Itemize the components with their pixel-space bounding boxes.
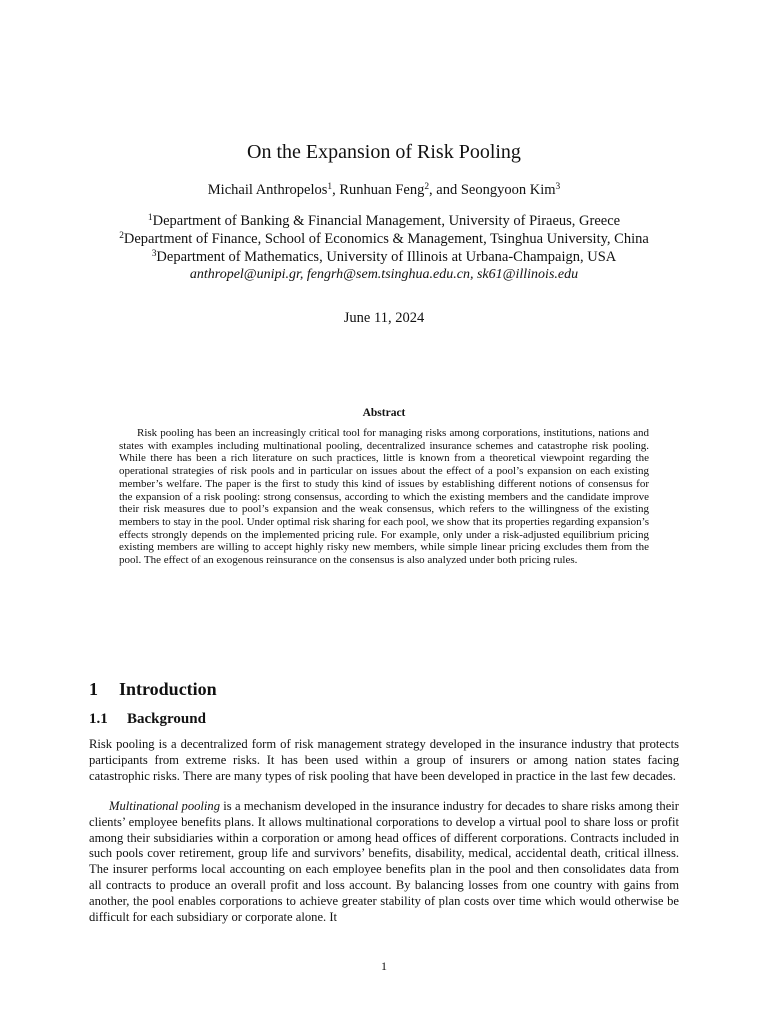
section-number: 1 — [89, 679, 98, 699]
affiliation — [0, 212, 768, 230]
affiliation-text: Department of Finance, School of Economics & Management, Tsinghua University, China — [123, 231, 649, 247]
author-name: Michail Anthropelos — [207, 182, 328, 198]
subsection-heading — [89, 710, 206, 728]
affiliation-marker: 2 — [424, 181, 430, 192]
body-paragraph: Risk pooling is a decentralized form of risk management strategy developed in the insurance industry that protects participants from extreme risks. It has been used within a group of insurers or among nation states facing catastrophic risks. There are many types of risk pooling that have been developed in practice in the last few decades. — [89, 737, 679, 783]
affiliation-marker: 3 — [151, 248, 157, 259]
author-name: Runhuan Feng — [339, 182, 425, 198]
abstract-heading: Abstract — [362, 407, 406, 419]
affiliation-text: Department of Banking & Financial Management, University of Piraeus, Greece — [152, 213, 621, 229]
section-title: Introduction — [119, 679, 217, 699]
subsection-title: Background — [127, 711, 206, 727]
subsection-number: 1.1 — [89, 711, 108, 727]
affiliation-marker: 3 — [555, 181, 561, 192]
affiliation-marker: 2 — [119, 230, 124, 241]
publication-date: June 11, 2024 — [343, 310, 425, 326]
author-separator: , and — [429, 182, 461, 198]
section-heading — [89, 678, 217, 700]
affiliation — [0, 248, 768, 266]
page-number: 1 — [381, 959, 387, 973]
abstract-text: Risk pooling has been an increasingly critical tool for managing risks among corporations, institutions, nations and states with examples including multinational pooling, decentralized insurance schemes and catastrophe risk pooling. While there has been a rich literature on such practices, little is known from a theoretical viewpoint regarding the operational strategies of risk pools and in particular on issues about the effect of a pool’s expansion on each existing member’s welfare. The paper is the first to study this kind of issues by establishing different notions of consensus for the expansion of a risk pooling: strong consensus, according to which the existing members and the candidate improve their risk measures due to pool’s expansion and the weak consensus, which refers to the willingness of the existing members to stay in the pool. Under optimal risk sharing for each pool, we show that its properties regarding expansion’s effects strongly depends on the implemented pricing rule. For example, only under a risk-adjusted equilibrium pricing existing members are willing to accept highly risky new members, while simple linear pricing excludes them from the pool. The effect of an exogenous reinsurance on the consensus is also analyzed under both pricing rules. — [119, 427, 649, 567]
emphasized-term: Multinational pooling — [109, 799, 221, 813]
author-separator: , — [332, 182, 340, 198]
author-list — [0, 181, 768, 199]
affiliation-marker: 1 — [327, 181, 333, 192]
paper-title: On the Expansion of Risk Pooling — [247, 141, 521, 163]
body-paragraph — [89, 799, 679, 925]
paragraph-text: is a mechanism developed in the insurance industry for decades to share risks among their clients’ employee benefits plans. It allows multinational corporations to develop a virtual pool to share loss or profit among their subsidiaries within a corporation or among head offices of different corporations. Contracts included in such pools cover retirement, group life and survivors’ benefits, disability, medical, accidental death, critical illness. The insurer performs local accounting on each employee benefits plan in the pool and then consolidates data from all contracts to produce an overall profit and loss account. By balancing losses from one country with gains from another, the pool enables corporations to achieve greater stability of plan costs over time which would otherwise be difficult for each subsidiary or corporate alone. It — [89, 799, 679, 924]
affiliation-marker: 1 — [147, 212, 153, 223]
affiliation-text: Department of Mathematics, University of Illinois at Urbana-Champaign, USA — [156, 249, 617, 265]
author-name: Seongyoon Kim — [460, 182, 556, 198]
author-emails: anthropel@unipi.gr, fengrh@sem.tsinghua.edu.cn, sk61@illinois.edu — [189, 267, 579, 282]
affiliation — [0, 230, 768, 248]
